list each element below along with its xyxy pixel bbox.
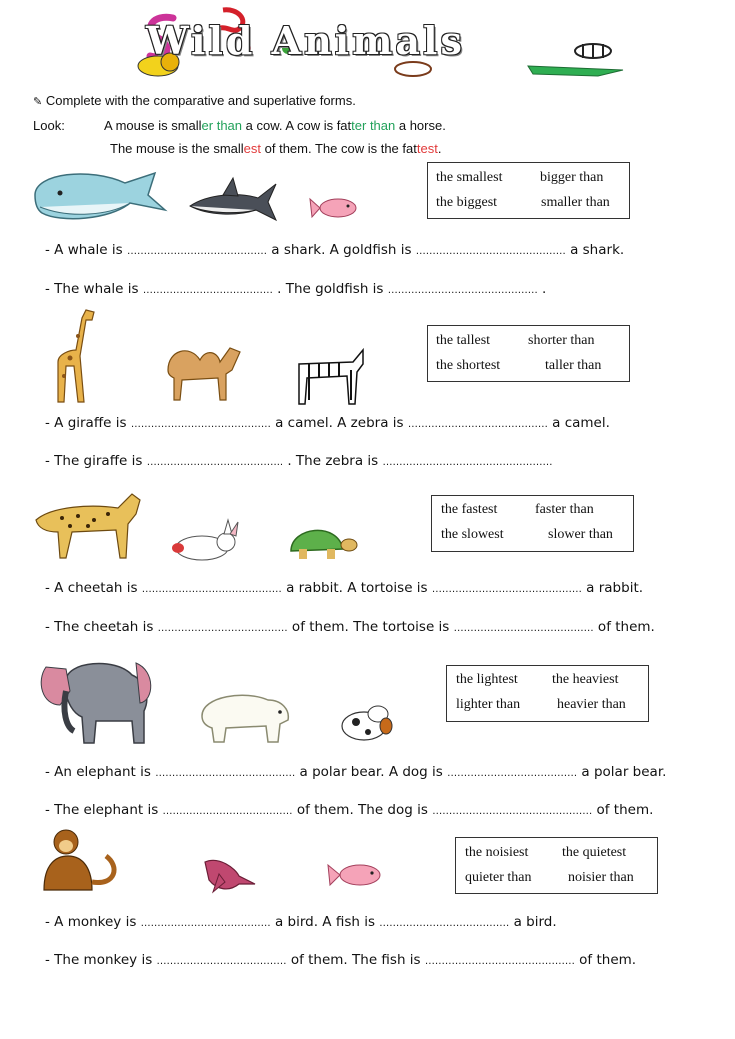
sentence-text: - A cheetah is bbox=[45, 580, 142, 596]
exercise-sentence bbox=[45, 580, 643, 596]
answer-blank[interactable]: ……………………………………… bbox=[415, 246, 566, 257]
sentence-text: a bird. bbox=[509, 914, 557, 930]
dog-icon bbox=[336, 696, 396, 746]
pencil-icon: ✎ bbox=[33, 96, 43, 108]
example-highlight: est bbox=[243, 141, 262, 156]
example-highlight: ter than bbox=[351, 118, 396, 133]
sentence-text: - The monkey is bbox=[45, 952, 157, 968]
word-option: the quietest bbox=[562, 845, 627, 860]
answer-blank[interactable]: ……………………………………… bbox=[387, 285, 538, 296]
answer-blank[interactable]: …………………………………………… bbox=[382, 457, 553, 468]
rabbit-icon bbox=[170, 518, 244, 562]
answer-blank[interactable]: ………………………………………… bbox=[432, 806, 593, 817]
answer-blank[interactable]: ………………………………… bbox=[142, 285, 273, 296]
sentence-text: a shark. bbox=[565, 242, 625, 258]
example-text: A mouse is small bbox=[104, 118, 202, 133]
word-option: the noisiest bbox=[465, 845, 529, 860]
word-option: faster than bbox=[535, 502, 594, 517]
answer-blank[interactable]: ……………………………………… bbox=[431, 584, 582, 595]
answer-blank[interactable]: …………………………………… bbox=[126, 246, 267, 257]
answer-blank[interactable]: …………………………………… bbox=[453, 623, 594, 634]
word-option: noisier than bbox=[568, 870, 634, 885]
word-option: shorter than bbox=[528, 333, 595, 348]
word-option: smaller than bbox=[541, 195, 610, 210]
sentence-text: - A whale is bbox=[45, 242, 127, 258]
exercise-sentence bbox=[45, 242, 624, 258]
shark-icon bbox=[188, 176, 278, 226]
exercise-sentence bbox=[45, 619, 655, 635]
sentence-text: of them. The fish is bbox=[286, 952, 425, 968]
sentence-text: a camel. A zebra is bbox=[270, 415, 408, 431]
answer-blank[interactable]: ………………………………… bbox=[156, 956, 287, 967]
exercise-sentence bbox=[45, 415, 610, 431]
camel-icon bbox=[160, 330, 242, 402]
sentence-text: a rabbit. bbox=[581, 580, 644, 596]
sentence-text: . bbox=[537, 281, 547, 297]
exercise-sentence bbox=[45, 453, 552, 469]
exercise-sentence bbox=[45, 802, 653, 818]
sentence-text: - A giraffe is bbox=[45, 415, 131, 431]
word-option: lighter than bbox=[456, 697, 521, 712]
monkey-icon bbox=[36, 826, 122, 896]
example-line-1 bbox=[104, 118, 446, 133]
sentence-text: of them. bbox=[574, 952, 637, 968]
look-label: Look: bbox=[33, 118, 65, 133]
cheetah-icon bbox=[32, 480, 144, 562]
word-option: taller than bbox=[545, 358, 602, 373]
word-box-4 bbox=[446, 665, 649, 722]
answer-blank[interactable]: ……………………………………… bbox=[424, 956, 575, 967]
sentence-text: - The giraffe is bbox=[45, 453, 147, 469]
word-box-2 bbox=[427, 325, 630, 382]
sentence-text: of them. bbox=[592, 802, 654, 818]
example-highlight: test bbox=[416, 141, 438, 156]
answer-blank[interactable]: ………………………………… bbox=[379, 918, 510, 929]
sentence-text: - The elephant is bbox=[45, 802, 163, 818]
sentence-text: a camel. bbox=[547, 415, 610, 431]
title-banner bbox=[128, 6, 628, 84]
word-box-1 bbox=[427, 162, 630, 219]
answer-blank[interactable]: …………………………………… bbox=[130, 419, 271, 430]
sentence-text: - A monkey is bbox=[45, 914, 141, 930]
sentence-text: . The goldfish is bbox=[272, 281, 388, 297]
answer-blank[interactable]: …………………………………… bbox=[141, 584, 282, 595]
sentence-text: - The whale is bbox=[45, 281, 143, 297]
word-option: the biggest bbox=[436, 195, 498, 210]
sentence-text: of them. The dog is bbox=[292, 802, 433, 818]
answer-blank[interactable]: …………………………………… bbox=[155, 768, 296, 779]
example-text: The mouse is the small bbox=[110, 141, 244, 156]
sentence-text: a polar bear. A dog is bbox=[295, 764, 448, 780]
word-option: the shortest bbox=[436, 358, 501, 373]
sentence-text: a shark. A goldfish is bbox=[266, 242, 416, 258]
answer-blank[interactable]: ………………………………… bbox=[162, 806, 293, 817]
example-highlight: er than bbox=[201, 118, 243, 133]
answer-blank[interactable]: ………………………………… bbox=[140, 918, 271, 929]
sentence-text: - An elephant is bbox=[45, 764, 156, 780]
example-text: a horse. bbox=[395, 118, 446, 133]
answer-blank[interactable]: ………………………………… bbox=[447, 768, 578, 779]
word-box-5 bbox=[455, 837, 658, 894]
answer-blank[interactable]: ………………………………… bbox=[157, 623, 288, 634]
exercise-sentence bbox=[45, 914, 557, 930]
tortoise-icon bbox=[285, 515, 359, 563]
giraffe-icon bbox=[50, 306, 102, 406]
word-option: the tallest bbox=[436, 333, 491, 348]
zebra-icon bbox=[293, 344, 365, 408]
example-text: . bbox=[437, 141, 442, 156]
instruction-text: Complete with the comparative and superlative forms. bbox=[45, 93, 356, 108]
answer-blank[interactable]: …………………………………… bbox=[407, 419, 548, 430]
sentence-text: - The cheetah is bbox=[45, 619, 158, 635]
sentence-text: a rabbit. A tortoise is bbox=[281, 580, 432, 596]
word-option: the heaviest bbox=[552, 672, 619, 687]
word-option: slower than bbox=[548, 527, 613, 542]
answer-blank[interactable]: ………………………………….. bbox=[146, 457, 284, 468]
word-option: heavier than bbox=[557, 697, 626, 712]
word-box-3 bbox=[431, 495, 634, 552]
word-option: the fastest bbox=[441, 502, 498, 517]
page-title: Wild Animals bbox=[146, 18, 465, 63]
sentence-text: a bird. A fish is bbox=[270, 914, 380, 930]
sentence-text: a polar bear. bbox=[577, 764, 667, 780]
polar-bear-icon bbox=[196, 682, 292, 746]
bird-icon bbox=[199, 854, 261, 896]
fish-icon bbox=[326, 857, 386, 893]
word-option: the slowest bbox=[441, 527, 504, 542]
example-text: of them. The cow is the fat bbox=[261, 141, 417, 156]
example-line-2 bbox=[110, 141, 441, 156]
sentence-text: of them. The tortoise is bbox=[287, 619, 454, 635]
exercise-sentence bbox=[45, 281, 546, 297]
elephant-icon bbox=[36, 651, 158, 747]
sentence-text: . The zebra is bbox=[283, 453, 383, 469]
word-option: the lightest bbox=[456, 672, 518, 687]
word-option: the smallest bbox=[436, 170, 503, 185]
word-option: quieter than bbox=[465, 870, 532, 885]
example-text: a cow. A cow is fat bbox=[242, 118, 352, 133]
exercise-sentence bbox=[45, 952, 636, 968]
instruction bbox=[33, 93, 356, 108]
sentence-text: of them. bbox=[593, 619, 655, 635]
whale-icon bbox=[30, 165, 168, 225]
exercise-sentence bbox=[45, 764, 666, 780]
word-option: bigger than bbox=[540, 170, 604, 185]
goldfish-icon bbox=[308, 193, 360, 223]
